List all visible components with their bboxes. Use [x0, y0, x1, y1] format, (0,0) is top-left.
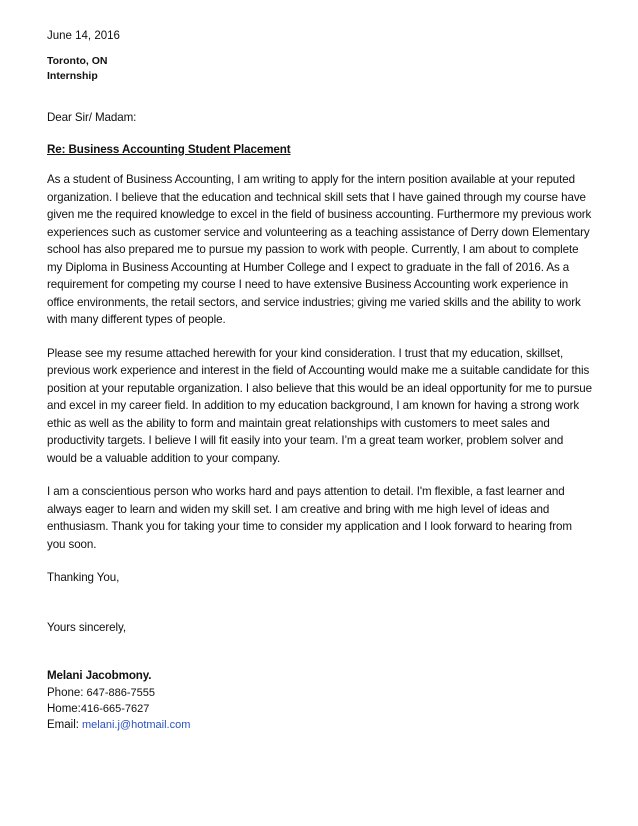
body-paragraph-3: I am a conscientious person who works hard and pays attention to detail. I'm flexible, a fast learner and always eager to learn and widen my skill set. I am creative and bring with me high level of ideas and enthusiasm. Thank you for taking your time to consider my application and I look forward to hearing from you soon. [47, 485, 572, 551]
subject-line: Re: Business Accounting Student Placement [47, 142, 291, 156]
body-paragraph-1: As a student of Business Accounting, I am writing to apply for the intern position available at your reputed organization. I believe that the education and technical skill sets that I have gained through my course have given me the required knowledge to excel in the field of business accounting. Furthermore my previous work experiences such as customer service and volunteering as a teaching assistance of Derry down Elementary school has also prepared me to pursue my passion to work with people. Currently, I am about to complete my Diploma in Business Accounting at Humber College and I expect to graduate in the fall of 2016. As a requirement for competing my course I need to have extensive Business Accounting work experience in office environments, the retail sectors, and service industries; giving me varied skills and the ability to work with many different types of people. [47, 173, 592, 326]
phone-line [47, 685, 593, 701]
closing-line: Thanking You, [47, 571, 120, 584]
recipient-department: Internship [47, 69, 98, 82]
phone-value: 647-886-7555 [86, 686, 156, 699]
home-line [47, 701, 593, 717]
phone-label: Phone: [47, 686, 84, 699]
recipient-location: Toronto, ON [47, 55, 108, 67]
body-paragraph-2: Please see my resume attached herewith for your kind consideration. I trust that my education, skillset, previous work experience and interest in the field of Accounting would make me a suitable candidate for this position at your reputable organization. I also believe that this would be an ideal opportunity for me to pursue and excel in my career field. In addition to my education background, I am known for having a strong work ethic as well as the ability to form and maintain great relationships with customers to meet sales and productivity targets. I believe I will fit easily into your team. I’m a great team worker, problem solver and would be a valuable addition to your company. [47, 346, 593, 465]
home-label: Home: [47, 702, 81, 715]
letter-page [47, 30, 593, 733]
email-link[interactable]: melani.j@hotmail.com [82, 718, 191, 731]
home-value: 416-665-7627 [80, 702, 150, 715]
email-line [47, 717, 593, 733]
salutation: Dear Sir/ Madam: [47, 111, 137, 124]
signer-name: Melani Jacobmony. [47, 669, 152, 682]
letter-date: June 14, 2016 [47, 30, 120, 42]
sign-off: Yours sincerely, [47, 620, 126, 634]
email-label: Email: [47, 718, 79, 731]
